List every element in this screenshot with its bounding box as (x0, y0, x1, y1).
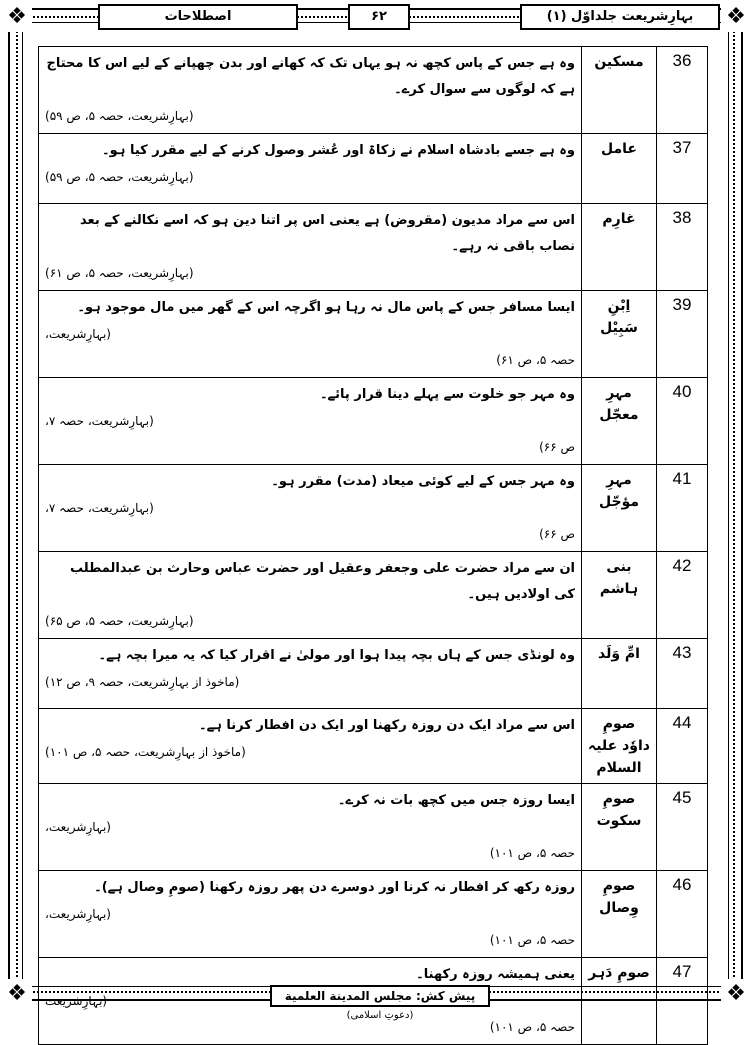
definition-cell (39, 47, 582, 134)
reference-text: (بہارِشریعت، (45, 820, 111, 834)
reference-text: (بہارِشریعت، حصہ ۵، ص ۵۹) (45, 170, 194, 184)
row-number: 40 (657, 378, 708, 465)
term-cell: صومِ دَہر (582, 958, 657, 1045)
term-cell: امِّ وَلَد (582, 639, 657, 709)
definition-cell (39, 552, 582, 639)
term-cell: مسکین (582, 47, 657, 134)
term-cell: عامل (582, 134, 657, 204)
footer-sub: (دعوتِ اسلامی) (346, 1010, 414, 1021)
table-row (39, 204, 708, 291)
table-row (39, 639, 708, 709)
definition-text: اس سے مراد ایک دن روزہ رکھنا اور ایک دن افطار کرنا ہے۔ (199, 718, 575, 733)
definition-cell (39, 639, 582, 709)
reference-text-continued: ص ۶۶) (539, 527, 575, 541)
reference-text-continued: حصہ ۵، ص ۱۰۱) (489, 846, 575, 860)
corner-ornament-icon: ❖ (721, 979, 751, 1009)
definition-text: اس سے مراد مدیون (مقروض) ہے یعنی اس پر اتنا دین ہو کہ اسے نکالنے کے بعد نصاب باقی نہ رہے۔ (80, 213, 575, 254)
definition-text: ایسا مسافر جس کے پاس مال نہ رہا ہو اگرچہ اس کے گھر میں مال موجود ہو۔ (77, 300, 575, 315)
terms-table (38, 46, 708, 1045)
definition-cell (39, 871, 582, 958)
table-row (39, 784, 708, 871)
definition-cell (39, 378, 582, 465)
definition-text: ایسا روزہ جس میں کچھ بات نہ کرے۔ (337, 793, 575, 808)
reference-text: (بہارِشریعت، (45, 327, 111, 341)
footer-credit (270, 985, 490, 1021)
term-cell: صومِ داوٗد علیہ السلام (582, 709, 657, 784)
definition-text: وہ لونڈی جس کے ہاں بچہ پیدا ہوا اور مولیٰ نے اقرار کیا کہ یہ میرا بچہ ہے۔ (98, 648, 575, 663)
row-number: 45 (657, 784, 708, 871)
definition-cell (39, 709, 582, 784)
table-row (39, 465, 708, 552)
table-row (39, 552, 708, 639)
corner-ornament-icon: ❖ (2, 979, 32, 1009)
reference-text-continued: ص ۶۶) (539, 440, 575, 454)
reference-text: (بہارِشریعت، حصہ ۵، ص ۶۱) (45, 266, 194, 280)
definition-text: وہ مہر جو خلوت سے پہلے دینا قرار پائے۔ (319, 387, 575, 402)
term-cell: صومِ سکوت (582, 784, 657, 871)
definition-text: وہ ہے جس کے پاس کچھ نہ ہو یہاں تک کہ کھانے اور بدن چھپانے کے لیے اس کا محتاج ہے کہ لوگوں سے سوال کرے۔ (46, 56, 575, 97)
row-number: 46 (657, 871, 708, 958)
row-number: 41 (657, 465, 708, 552)
definition-cell (39, 134, 582, 204)
page-number: ۶۲ (348, 4, 410, 30)
row-number: 38 (657, 204, 708, 291)
corner-ornament-icon: ❖ (2, 2, 32, 32)
table-row (39, 871, 708, 958)
reference-text-continued: حصہ ۵، ص ۱۰۱) (489, 933, 575, 947)
footer-org: مجلس المدینة العلمیة (284, 989, 412, 1003)
reference-text: (ماخوذ از بہارِشریعت، حصہ ۵، ص ۱۰۱) (45, 745, 246, 759)
book-title: بہارِشریعت جلداوّل (۱) (520, 4, 720, 30)
definition-text: روزہ رکھ کر افطار نہ کرنا اور دوسرے دن پھر روزہ رکھنا (صومِ وصال ہے)۔ (94, 880, 575, 895)
reference-text: (بہارِشریعت، حصہ ۵، ص ۵۹) (45, 109, 194, 123)
table-row (39, 134, 708, 204)
term-cell: اِبْنِ سَبِیْل (582, 291, 657, 378)
row-number: 47 (657, 958, 708, 1045)
term-cell: مہرِ مؤجّل (582, 465, 657, 552)
reference-text: (بہارِشریعت (45, 994, 108, 1008)
reference-text: (بہارِشریعت، حصہ ۵، ص ۶۵) (45, 614, 194, 628)
definition-cell (39, 465, 582, 552)
row-number: 36 (657, 47, 708, 134)
section-title: اصطلاحات (98, 4, 298, 30)
reference-text: (بہارِشریعت، حصہ ۷، (45, 414, 154, 428)
footer-label: پیش کش: (415, 989, 476, 1003)
term-cell: بنی ہاشم (582, 552, 657, 639)
reference-text-continued: حصہ ۵، ص ۶۱) (496, 353, 575, 367)
table-row (39, 378, 708, 465)
definition-text: ان سے مراد حضرت علی وجعفر وعقیل اور حضرت عباس وحارث بن عبدالمطلب کی اولادیں ہیں۔ (70, 561, 575, 602)
reference-text-continued: حصہ ۵، ص ۱۰۱) (489, 1020, 575, 1034)
definition-text: وہ ہے جسے بادشاہ اسلام نے زکاۃ اور عُشر وصول کرنے کے لیے مقرر کیا ہو۔ (102, 143, 575, 158)
corner-ornament-icon: ❖ (721, 2, 751, 32)
row-number: 44 (657, 709, 708, 784)
reference-text: (بہارِشریعت، (45, 907, 111, 921)
row-number: 43 (657, 639, 708, 709)
table-row (39, 291, 708, 378)
term-cell: صومِ وِصال (582, 871, 657, 958)
definition-text: یعنی ہمیشہ روزہ رکھنا۔ (416, 967, 575, 982)
definition-cell (39, 204, 582, 291)
definition-text: وہ مہر جس کے لیے کوئی میعاد (مدت) مقرر ہو۔ (271, 474, 575, 489)
definition-cell (39, 784, 582, 871)
table-row (39, 709, 708, 784)
row-number: 39 (657, 291, 708, 378)
term-cell: مہرِ معجّل (582, 378, 657, 465)
definition-cell (39, 291, 582, 378)
row-number: 42 (657, 552, 708, 639)
table-row (39, 47, 708, 134)
reference-text: (ماخوذ از بہارِشریعت، حصہ ۹، ص ۱۲) (45, 675, 240, 689)
term-cell: غارِم (582, 204, 657, 291)
reference-text: (بہارِشریعت، حصہ ۷، (45, 501, 154, 515)
row-number: 37 (657, 134, 708, 204)
